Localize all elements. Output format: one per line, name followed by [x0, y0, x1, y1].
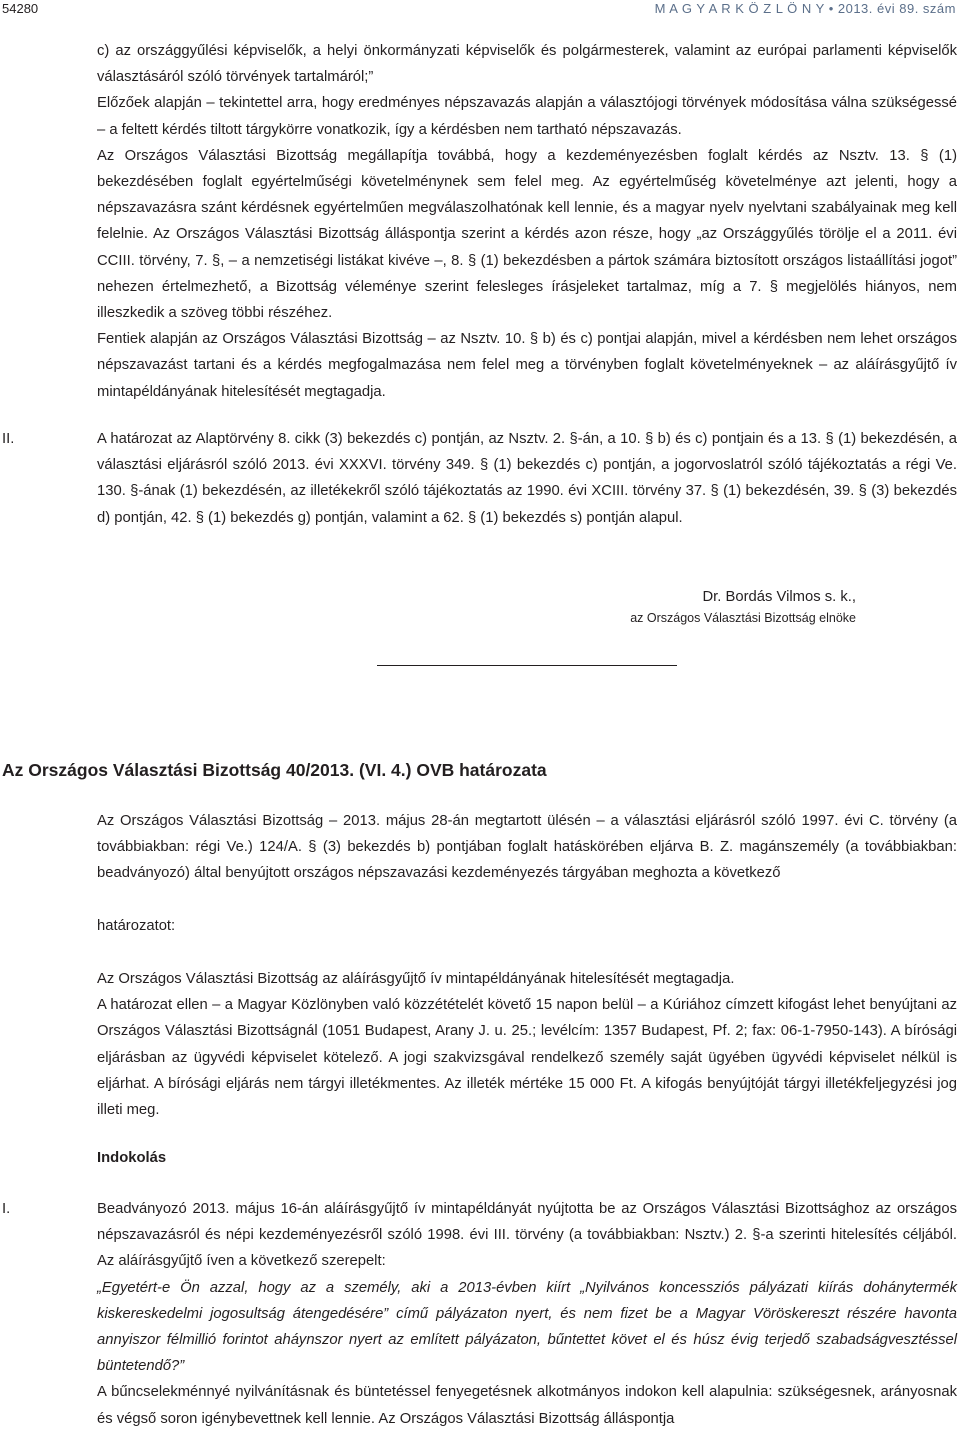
reasoning-heading: Indokolás — [97, 1150, 167, 1166]
section-two — [97, 426, 957, 531]
signature — [456, 586, 856, 608]
paragraph: c) az országgyűlési képviselők, a helyi önkormányzati képviselők és polgármesterek, valamint az európai parlamenti képviselők választásáról szóló törvények tartalmáról;” — [97, 43, 957, 86]
page-header — [0, 0, 960, 24]
paragraph: Fentiek alapján az Országos Választási Bizottság – az Nsztv. 10. § b) és c) pontjai alapján, mivel a kérdésben nem lehet országos népszavazást tartani és a kérdés megfogalmazása nem felel meg a törvényben foglalt követelményeknek – az aláírásgyűjtő ív mintapéldányának hitelesítését megtagadja. — [97, 331, 957, 400]
signer-title: az Országos Választási Bizottság elnöke — [630, 611, 856, 625]
page-number: 54280 — [2, 1, 39, 16]
paragraph: A határozat ellen – a Magyar Közlönyben való közzétételét követő 15 napon belül – a Kúriához címzett kifogást lehet benyújtani az Országos Választási Bizottságnál (1051 Budapest, Arany J. u. 25.; levélcím: 1357 Budapest, Pf. 2; fax: 06-1-7950-143). A bírósági eljárásban az ügyvédi képviselet kötelező. A jogi szakvizsgával rendelkező személy saját ügyében ügyvédi képviselet nélkül is eljárhat. A bírósági eljárás nem tárgyi illetékmentes. Az illeték mértéke 15 000 Ft. A kifogás benyújtóját tárgyi illetékfeljegyzési jog illeti meg. — [97, 997, 957, 1119]
signer-name: Dr. Bordás Vilmos — [702, 589, 821, 605]
section-one — [97, 1196, 957, 1432]
paragraph: Az Országos Választási Bizottság az aláírásgyűjtő ív mintapéldányának hitelesítését megtagadja. — [97, 971, 735, 987]
paragraph: Az Országos Választási Bizottság megállapítja továbbá, hogy a kezdeményezésben foglalt kérdés az Nsztv. 13. § (1) bekezdésében foglalt egyértelműségi követelménynek sem felel meg. Az egyértelműség követelménye azt jelenti, hogy a népszavazásra szánt kérdésnek egyértelműen megválaszolhatónak kell lennie, és a magyar nyelv nyelvtani szabályainak meg kell felelnie. Az Országos Választási Bizottság álláspontja szerint a kérdés azon része, hogy „az Országgyűlés törölje el a 2011. évi CCIII. törvény, 7. §, – a nemzetiségi listákat kivéve –, 8. § (1) bekezdésben a pártok számára biztosított országos listaállítási jogot” nehezen értelmezhető, a Bizottság véleménye szerint felesleges írásjeleket tartalmaz, míg a 7. § megjelölés hiányos, nem illeszkedik a szöveg többi részéhez. — [97, 147, 957, 322]
decision-intro — [97, 808, 957, 887]
paragraph: Előzőek alapján – tekintettel arra, hogy eredményes népszavazás alapján a választójogi törvények módosítása válna szükségessé – a feltett kérdés tiltott tárgykörre vonatkozik, így a kérdésben nem tartható népszavazás. — [97, 95, 957, 138]
paragraph: Beadványozó 2013. május 16-án aláírásgyűjtő ív mintapéldányát nyújtotta be az Országos Választási Bizottsághoz az országos népszavazásról és népi kezdeményezésről szóló 1998. évi III. törvény (a továbbiakban: Nsztv.) 2. §-a szerinti hitelesítés céljából. Az aláírásgyűjtő íven a következő szerepelt: — [97, 1201, 957, 1270]
signer-suffix: s. k., — [820, 589, 856, 605]
running-head: M A G Y A R K Ö Z L Ö N Y • 2013. évi 89. szám — [654, 1, 956, 16]
resolution-label: határozatot: — [97, 918, 176, 934]
resolution — [97, 966, 957, 1123]
separator-line — [377, 665, 677, 666]
paragraph: A határozat az Alaptörvény 8. cikk (3) bekezdés c) pontján, az Nsztv. 2. §-án, a 10. § b) és c) pontjain és a 13. § (1) bekezdésén, a választási eljárásról szóló 2013. évi XXXVI. törvény 349. § (1) bekezdés c) pontján, a jogorvoslatról szóló tájékoztatás a régi Ve. 130. §-ának (1) bekezdésén, az illetékekről szóló tájékoztatás az 1990. évi XCIII. törvény 37. § (1) bekezdésén, 39. § (3) bekezdés d) pontján, 42. § (1) bekezdés g) pontján, valamint a 62. § (1) bekezdés s) pontján alapul. — [97, 431, 957, 526]
top-section — [97, 38, 957, 405]
paragraph: Az Országos Választási Bizottság – 2013. május 28-án megtartott ülésén – a választási eljárásról szóló 1997. évi C. törvény (a továbbiakban: régi Ve.) 124/A. § (3) bekezdés b) pontjában foglalt hatáskörében eljárva B. Z. magánszemély (a továbbiakban: beadványozó) által benyújtott országos népszavazási kezdeményezés tárgyában meghozta a következő — [97, 813, 957, 882]
section-numeral: I. — [2, 1201, 11, 1217]
quoted-question: „Egyetért-e Ön azzal, hogy az a személy, aki a 2013-évben kiírt „Nyilvános koncessziós pályázati kiírás dohánytermék kiskereskedelmi jogosultság átengedésére” című pályázaton nyert, és nem fizet be a Magyar Vöröskereszt részére havonta annyiszor félmillió forintot aháynszor nyert az említett pályázaton, bűntettet követ el és húsz évig terjedő szabadságvesztéssel büntetendő?” — [97, 1279, 957, 1375]
section-numeral: II. — [2, 431, 15, 447]
decision-title: Az Országos Választási Bizottság 40/2013. (VI. 4.) OVB határozata — [2, 760, 547, 780]
paragraph: A bűncselekménnyé nyilvánításnak és büntetéssel fenyegetésnek alkotmányos indokon kell alapulnia: szükségesnek, arányosnak és végső soron igénybevettnek kell lennie. Az Országos Választási Bizottság álláspontja — [97, 1384, 957, 1427]
